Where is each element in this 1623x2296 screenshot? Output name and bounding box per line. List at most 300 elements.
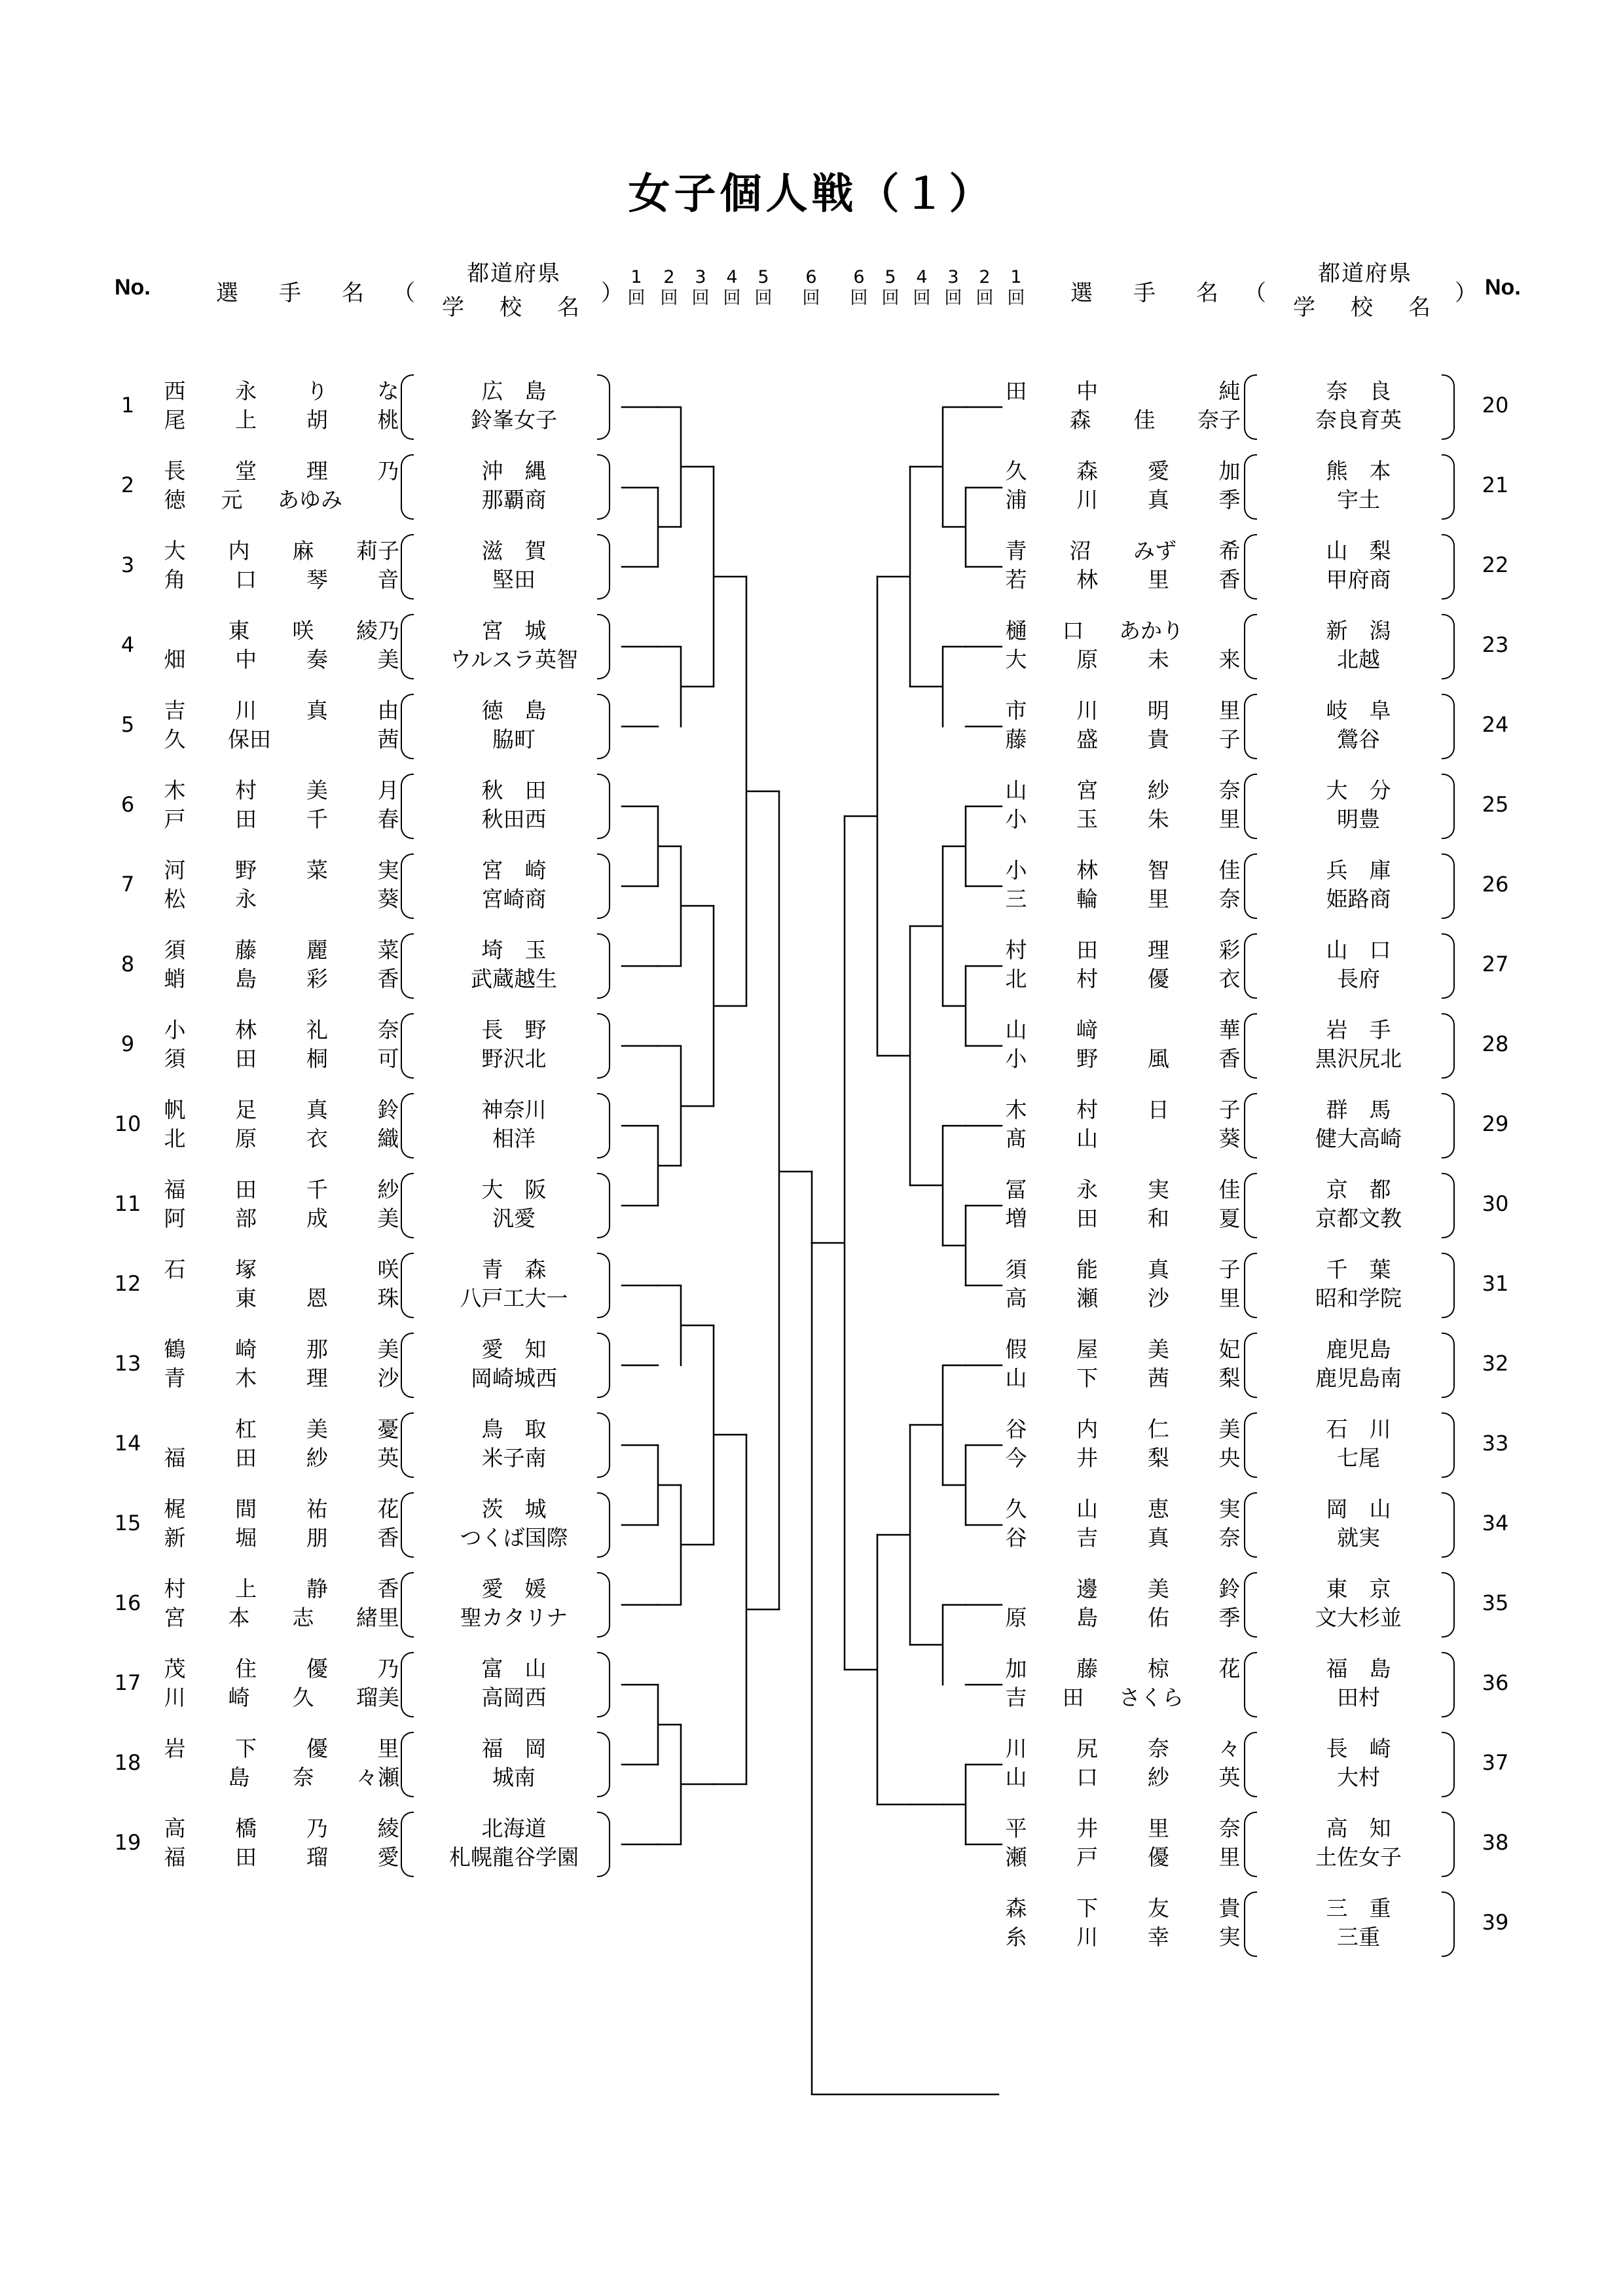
name-char: 崎 (228, 1685, 250, 1710)
school: 姫路商 (1326, 886, 1391, 912)
name-char: 花 (377, 1496, 399, 1522)
name-char: 森 (1076, 458, 1099, 484)
name-char: 村 (1005, 937, 1027, 963)
name-char: 子 (1218, 726, 1241, 752)
name-char: 小 (164, 1017, 186, 1043)
name-char: 浦 (1005, 487, 1027, 512)
page-title: 女子個人戦（１） (628, 170, 995, 219)
entry-number: 1 (120, 393, 135, 418)
name-char: 那 (306, 1336, 328, 1362)
name-char: 来 (1218, 647, 1241, 672)
entry-number: 21 (1482, 473, 1509, 497)
prefecture: 沖 縄 (481, 458, 547, 484)
name-char: 林 (1076, 857, 1099, 883)
name-char: 田 (1005, 378, 1027, 404)
name-char: 本 (228, 1605, 250, 1630)
name-char: 田 (1062, 1685, 1084, 1710)
entry-number: 17 (114, 1670, 141, 1695)
name-char: 假 (1005, 1336, 1027, 1362)
name-char: 永 (235, 378, 257, 404)
name-char: 由 (377, 698, 399, 723)
name-char: 優 (1147, 1844, 1169, 1870)
entry-number: 35 (1482, 1590, 1509, 1615)
name-char: 輪 (1076, 886, 1099, 912)
school: 脇町 (492, 726, 536, 752)
name-char: 瀬 (1005, 1844, 1027, 1870)
prefecture: 愛 媛 (481, 1576, 547, 1602)
entry-number: 10 (114, 1111, 141, 1136)
name-char: 橋 (235, 1816, 257, 1841)
name-char: 千 (306, 1177, 328, 1202)
name-char: 香 (377, 966, 399, 992)
school: 秋田西 (481, 806, 547, 832)
name-char: 内 (1076, 1416, 1099, 1442)
school: 鹿児島南 (1315, 1365, 1402, 1391)
school: 就実 (1337, 1525, 1380, 1551)
prefecture: 岐 阜 (1326, 698, 1391, 723)
name-char: 屋 (1076, 1336, 1099, 1362)
name-char: 彩 (306, 966, 328, 992)
entry-number: 9 (120, 1031, 135, 1056)
name-char: 長 (164, 458, 186, 484)
name-char: 田 (235, 1046, 257, 1071)
round-number: 1 (630, 267, 642, 287)
name-char: 音 (377, 567, 399, 592)
name-char: 仁 (1147, 1416, 1169, 1442)
name-char: 村 (1076, 966, 1099, 992)
name-char: 真 (1147, 487, 1169, 512)
name-char: 央 (1218, 1445, 1241, 1471)
round-number: 5 (757, 267, 769, 287)
name-char: 実 (1218, 1496, 1241, 1522)
name-char: 原 (1005, 1605, 1027, 1630)
entry-number: 39 (1482, 1910, 1509, 1935)
prefecture: 滋 賀 (481, 538, 547, 564)
name-char: 吉 (164, 698, 186, 723)
name-char: 内 (228, 538, 250, 564)
name-char: 久 (292, 1685, 314, 1710)
name-char: 恩 (306, 1285, 328, 1311)
name-char: 杠 (235, 1416, 257, 1442)
name-char: 妃 (1218, 1336, 1241, 1362)
round-label: 回 (660, 288, 678, 308)
entry-number: 28 (1482, 1031, 1509, 1056)
name-char: 田 (1076, 1206, 1099, 1231)
name-char: 下 (235, 1736, 257, 1761)
name-char: 季 (1218, 1605, 1241, 1630)
name-char: 乃 (377, 1656, 399, 1681)
round-label: 回 (913, 288, 931, 308)
entry-number: 29 (1482, 1111, 1509, 1136)
entry-number: 30 (1482, 1191, 1509, 1216)
name-char: 島 (1076, 1605, 1099, 1630)
name-char: 朱 (1147, 806, 1169, 832)
name-char: 々瀬 (356, 1765, 399, 1790)
name-char: 山 (1005, 1017, 1027, 1043)
school: 大村 (1337, 1765, 1380, 1790)
name-char: 村 (235, 778, 257, 803)
name-char: 中 (235, 647, 257, 672)
entry-number: 6 (120, 792, 135, 817)
name-char: 紗 (1147, 1765, 1169, 1790)
name-char: 戸 (164, 806, 186, 832)
name-char: 紗 (306, 1445, 328, 1471)
school: 北越 (1337, 647, 1380, 672)
name-char: 石 (164, 1257, 186, 1282)
name-char: 麗 (306, 937, 328, 963)
round-number: 4 (916, 267, 928, 287)
prefecture: 鹿児島 (1326, 1336, 1391, 1362)
name-char: 奈 (1147, 1736, 1169, 1761)
name-char: 口 (1062, 618, 1084, 643)
prefecture: 青 森 (481, 1257, 547, 1282)
name-char: 阿 (164, 1206, 186, 1231)
name-char: 奈 (377, 1017, 399, 1043)
round-number: 1 (1010, 267, 1022, 287)
name-char: 久 (1005, 458, 1027, 484)
prefecture: 岩 手 (1326, 1017, 1391, 1043)
name-char: 莉子 (356, 538, 399, 564)
prefecture: 長 野 (481, 1017, 547, 1043)
entry-number: 13 (114, 1351, 141, 1376)
entry-number: 3 (120, 552, 135, 577)
name-char: 椋 (1147, 1656, 1169, 1681)
name-char: 乃 (377, 458, 399, 484)
name-char: 徳 (164, 487, 186, 512)
prefecture: 京 都 (1326, 1177, 1391, 1202)
name-char: 田 (235, 1844, 257, 1870)
name-char: 須 (1005, 1257, 1027, 1282)
round-number: 2 (979, 267, 991, 287)
name-char: 島 (228, 1765, 250, 1790)
school: 汎愛 (492, 1206, 536, 1231)
name-char: 元 (221, 487, 243, 512)
name-char: 実 (1218, 1924, 1241, 1950)
name-char: 季 (1218, 487, 1241, 512)
name-char: 香 (1218, 1046, 1241, 1071)
name-char: 琴 (306, 567, 328, 592)
name-char: 朋 (306, 1525, 328, 1551)
header-player-right: 選 手 名 (1070, 280, 1228, 306)
header-pref: 都道府県 (1318, 260, 1412, 287)
name-char: 希 (1218, 538, 1241, 564)
name-char: 里 (1218, 806, 1241, 832)
name-char: 里 (1147, 567, 1169, 592)
prefecture: 高 知 (1326, 1816, 1391, 1841)
round-label: 回 (691, 288, 710, 308)
prefecture: 奈 良 (1326, 378, 1391, 404)
name-char: 奈 (1218, 778, 1241, 803)
name-char: さくら (1119, 1685, 1184, 1710)
header-school: 学 校 名 (442, 295, 586, 321)
entry-number: 18 (114, 1750, 141, 1775)
name-char: 下 (1076, 1895, 1099, 1921)
school: 宇土 (1337, 487, 1380, 512)
name-char: 純 (1218, 378, 1241, 404)
name-char: 冨 (1005, 1177, 1027, 1202)
name-char: 優 (306, 1656, 328, 1681)
school: 米子南 (481, 1445, 547, 1471)
school: 鈴峯女子 (471, 407, 557, 433)
name-char: 吉 (1076, 1525, 1099, 1551)
name-char: 真 (306, 698, 328, 723)
name-char: 麻 (292, 538, 314, 564)
round-label: 回 (881, 288, 900, 308)
name-char: 森 (1069, 407, 1091, 433)
name-char: 愛 (377, 1844, 399, 1870)
prefecture: 広 島 (481, 378, 547, 404)
name-char: 加 (1005, 1656, 1027, 1681)
name-char: 緒里 (356, 1605, 399, 1630)
name-char: 鶴 (164, 1336, 186, 1362)
name-char: 静 (306, 1576, 328, 1602)
name-char: 木 (1005, 1097, 1027, 1122)
round-number: 5 (884, 267, 896, 287)
prefecture: 神奈川 (481, 1097, 547, 1122)
name-char: 藤 (1005, 726, 1027, 752)
round-label: 回 (976, 288, 994, 308)
name-char: 宮 (1076, 778, 1099, 803)
name-char: 市 (1005, 698, 1027, 723)
name-char: 田 (235, 1445, 257, 1471)
prefecture: 秋 田 (481, 778, 547, 803)
name-char: 紗 (377, 1177, 399, 1202)
round-label: 回 (1007, 288, 1025, 308)
entry-number: 22 (1482, 552, 1509, 577)
name-char: 糸 (1005, 1924, 1027, 1950)
prefecture: 茨 城 (481, 1496, 547, 1522)
school: 七尾 (1337, 1445, 1380, 1471)
name-char: 河 (164, 857, 186, 883)
entry-number: 33 (1482, 1431, 1509, 1456)
name-char: 尾 (164, 407, 186, 433)
name-char: 山 (1076, 1496, 1099, 1522)
name-char: 山 (1076, 1126, 1099, 1151)
name-char: 三 (1005, 886, 1027, 912)
name-char: 今 (1005, 1445, 1027, 1471)
name-char: 青 (1005, 538, 1027, 564)
prefecture: 宮 城 (481, 618, 547, 643)
name-char: 原 (1076, 647, 1099, 672)
name-char: 住 (235, 1656, 257, 1681)
prefecture: 鳥 取 (481, 1416, 547, 1442)
prefecture: 北海道 (481, 1816, 547, 1841)
name-char: 茜 (1147, 1365, 1169, 1391)
name-char: 花 (1218, 1656, 1241, 1681)
prefecture: 群 馬 (1326, 1097, 1391, 1122)
name-char: 村 (164, 1576, 186, 1602)
name-char: 松 (164, 886, 186, 912)
school: 武蔵越生 (471, 966, 557, 992)
right-bracket-lines (812, 407, 1002, 1844)
name-char: 里 (1218, 1844, 1241, 1870)
name-char: 梨 (1218, 1365, 1241, 1391)
name-char: 谷 (1005, 1525, 1027, 1551)
name-char: 野 (235, 857, 257, 883)
name-char: 畑 (164, 647, 186, 672)
name-char: 田 (235, 806, 257, 832)
name-char: 真 (1147, 1525, 1169, 1551)
entry-number: 24 (1482, 712, 1509, 737)
entry-number: 27 (1482, 952, 1509, 977)
name-char: 実 (377, 857, 399, 883)
name-char: 戸 (1076, 1844, 1099, 1870)
name-char: 奈子 (1197, 407, 1241, 433)
name-char: 鈴 (377, 1097, 399, 1122)
name-char: 香 (377, 1525, 399, 1551)
name-char: 綾 (377, 1816, 399, 1841)
name-char: 福 (164, 1177, 186, 1202)
name-char: 帆 (164, 1097, 186, 1122)
name-char: 奏 (306, 647, 328, 672)
name-char: 沙 (1147, 1285, 1169, 1311)
name-char: 口 (235, 567, 257, 592)
name-char: 増 (1005, 1206, 1027, 1231)
name-char: 友 (1147, 1895, 1169, 1921)
header-close-paren-right: ） (1455, 280, 1477, 306)
name-char: 林 (1076, 567, 1099, 592)
name-char: 桐 (306, 1046, 328, 1071)
entry-number: 25 (1482, 792, 1509, 817)
name-char: 田 (1076, 937, 1099, 963)
name-char: 可 (377, 1046, 399, 1071)
entry-number: 34 (1482, 1511, 1509, 1535)
name-char: 川 (1076, 487, 1099, 512)
name-char: 須 (164, 937, 186, 963)
round-number: 4 (726, 267, 738, 287)
name-char: 瑠美 (356, 1685, 399, 1710)
entry-number: 2 (120, 473, 135, 497)
school: 明豊 (1337, 806, 1380, 832)
name-char: 美 (306, 1416, 328, 1442)
name-char: 衣 (1218, 966, 1241, 992)
name-char: 東 (235, 1285, 257, 1311)
prefecture: 富 山 (481, 1656, 547, 1681)
name-char: な (377, 378, 399, 404)
entry-number: 11 (114, 1191, 141, 1216)
name-char: 奈 (1218, 1525, 1241, 1551)
entry-number: 31 (1482, 1271, 1509, 1296)
prefecture: 徳 島 (481, 698, 547, 723)
round-number: 2 (663, 267, 675, 287)
prefecture: 大 分 (1326, 778, 1391, 803)
name-char: り (306, 378, 328, 404)
name-char: 髙 (1005, 1126, 1027, 1151)
school: 奈良育英 (1315, 407, 1402, 433)
round-number: 3 (695, 267, 706, 287)
name-char: 大 (1005, 647, 1027, 672)
name-char: 小 (1005, 857, 1027, 883)
name-char: 真 (306, 1097, 328, 1122)
name-char: 梨 (1147, 1445, 1169, 1471)
entry-number: 7 (120, 872, 135, 897)
name-char: 美 (1218, 1416, 1241, 1442)
final-bracket-lines (812, 1172, 998, 2094)
name-char: 佳 (1218, 857, 1241, 883)
name-char: 岩 (164, 1736, 186, 1761)
name-char: 英 (1218, 1765, 1241, 1790)
name-char: 々 (1218, 1736, 1241, 1761)
name-char: 真 (1147, 1257, 1169, 1282)
entry-number: 4 (120, 632, 135, 657)
name-char: 佑 (1147, 1605, 1169, 1630)
name-char: 里 (377, 1736, 399, 1761)
name-char: 春 (377, 806, 399, 832)
name-char: 林 (235, 1017, 257, 1043)
school: 那覇商 (481, 487, 547, 512)
prefecture: 大 阪 (481, 1177, 547, 1202)
name-char: 貴 (1218, 1895, 1241, 1921)
name-char: 福 (164, 1844, 186, 1870)
name-char: 福 (164, 1445, 186, 1471)
name-char: 実 (1147, 1177, 1169, 1202)
name-char: 川 (164, 1685, 186, 1710)
school: 高岡西 (481, 1685, 547, 1710)
prefecture: 岡 山 (1326, 1496, 1391, 1522)
entry-number: 19 (114, 1830, 141, 1855)
name-char: 里 (1147, 886, 1169, 912)
prefecture: 兵 庫 (1326, 857, 1391, 883)
name-char: 東 (228, 618, 250, 643)
name-char: 紗 (1147, 778, 1169, 803)
name-char: 佳 (1218, 1177, 1241, 1202)
round-label: 回 (850, 288, 868, 308)
left-bracket-lines (622, 407, 812, 1844)
prefecture: 埼 玉 (481, 937, 547, 963)
prefecture: 福 岡 (481, 1736, 547, 1761)
name-char: 沙 (377, 1365, 399, 1391)
name-char: 奈 (292, 1765, 314, 1790)
name-char: 美 (1147, 1576, 1169, 1602)
name-char: 千 (306, 806, 328, 832)
name-char: 川 (1076, 698, 1099, 723)
school: 札幌龍谷学園 (449, 1844, 579, 1870)
prefecture: 福 島 (1326, 1656, 1391, 1681)
name-char: 恵 (1147, 1496, 1169, 1522)
entry-number: 5 (120, 712, 135, 737)
name-char: 久 (1005, 1496, 1027, 1522)
name-char: 山 (1005, 1365, 1027, 1391)
name-char: 愛 (1147, 458, 1169, 484)
name-char: 葵 (1218, 1126, 1241, 1151)
name-char: 明 (1147, 698, 1169, 723)
prefecture: 山 口 (1326, 937, 1391, 963)
name-char: 里 (1147, 1816, 1169, 1841)
school: 相洋 (492, 1126, 536, 1151)
name-char: 美 (377, 1206, 399, 1231)
name-char: 理 (306, 458, 328, 484)
name-char: 久 (164, 726, 186, 752)
name-char: 菜 (306, 857, 328, 883)
name-char: 幸 (1147, 1924, 1169, 1950)
name-char: 理 (306, 1365, 328, 1391)
name-char: 礼 (306, 1017, 328, 1043)
name-char: 香 (377, 1576, 399, 1602)
school: 八戸工大一 (460, 1285, 568, 1311)
name-char: 日 (1147, 1097, 1169, 1122)
name-char: 永 (235, 886, 257, 912)
school: 城南 (492, 1765, 536, 1790)
name-char: 風 (1147, 1046, 1169, 1071)
name-char: 部 (235, 1206, 257, 1231)
school: 岡崎城西 (471, 1365, 557, 1391)
name-char: 井 (1076, 1445, 1099, 1471)
prefecture: 愛 知 (481, 1336, 547, 1362)
name-char: 原 (235, 1126, 257, 1151)
name-char: 高 (164, 1816, 186, 1841)
name-char: 中 (1076, 378, 1099, 404)
name-char: 口 (1076, 1765, 1099, 1790)
